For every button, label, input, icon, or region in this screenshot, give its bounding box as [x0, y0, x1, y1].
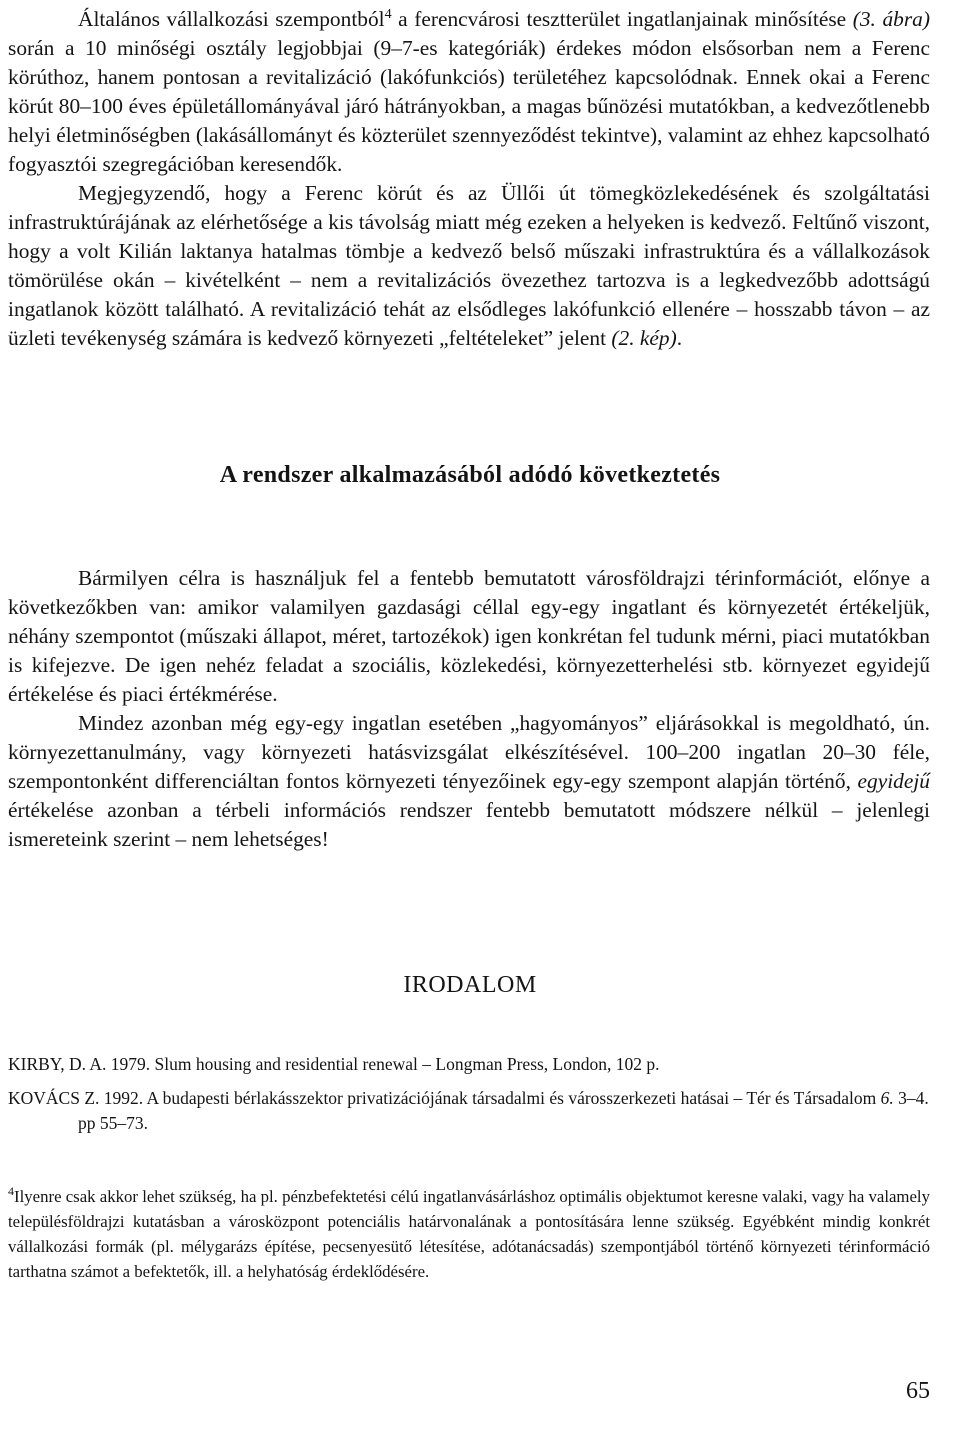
reference-text-2: 3–4. pp 55–73.	[78, 1088, 929, 1133]
reference-volume: 6.	[880, 1088, 894, 1108]
image-reference: (2. kép)	[611, 326, 677, 350]
conclusion2-text-2: értékelése azonban a térbeli információs rendszer fentebb bemutatott módszere nélkül – jelenlegi ismereteink szerint – nem lehetséges!	[8, 798, 930, 851]
section-heading-literature: IRODALOM	[403, 972, 537, 998]
paragraph-conclusion-1: Bármilyen célra is használjuk fel a fentebb bemutatott városföldrajzi térinformációt, előnye a következőkben van: amikor valamilyen gazdasági céllal egy-egy ingatlant és környezetét értékeljük, néhány szempontot (műszaki állapot, méret, tartozékok) igen konkrétan fel tudunk mérni, piaci mutatókban is kifejezve. De igen nehéz feladat a szociális, közlekedési, környezetterhelési stb. környezet egyidejű értékelése és piaci értékmérése.	[8, 566, 930, 706]
emphasis-word: egyidejű	[857, 769, 930, 793]
reference-item: KIRBY, D. A. 1979. Slum housing and residential renewal – Longman Press, London, 102 p.	[8, 1054, 660, 1074]
conclusion-section	[8, 564, 930, 854]
reference-item	[8, 1086, 930, 1136]
reference-list	[8, 1052, 930, 1145]
figure-reference: (3. ábra)	[852, 7, 930, 31]
paragraph-intro	[8, 5, 930, 179]
intro-text-2: a ferencvárosi tesztterület ingatlanjainak minősítése	[391, 7, 853, 31]
paragraph-second	[8, 179, 930, 353]
reference-text-1: KOVÁCS Z. 1992. A budapesti bérlakásszektor privatizációjának társadalmi és városszerkezeti hatásai – Tér és Társadalom	[8, 1088, 881, 1108]
page-number: 65	[906, 1378, 930, 1404]
conclusion2-text-1: Mindez azonban még egy-egy ingatlan esetében „hagyományos” eljárásokkal is megoldható, ún. környezettanulmány, vagy környezeti hatásvizsgálat elkészítésével. 100–200 ingatlan 20–30 féle, szempontonként differenciáltan fontos környezeti tényezőinek egy-egy szempont alapján történő,	[8, 711, 930, 793]
intro-text-1: Általános vállalkozási szempontból	[78, 7, 385, 31]
para2-text-1: Megjegyzendő, hogy a Ferenc körút és az Üllői út tömegközlekedésének és szolgáltatási infrastruktúrájának az elérhetősége a kis távolság miatt még ezeken a helyeken is kedvező. Feltűnő viszont, hogy a volt Kilián laktanya hatalmas tömbje a kedvező belső műszaki infrastruktúra és a vállalkozások tömörülése okán – kivételként – nem a revitalizációs övezethez tartozva is a legkedvezőbb adottságú ingatlanok között található. A revitalizáció tehát az elsődleges lakófunkció ellenére – hosszabb távon – az üzleti tevékenység számára is kedvező környezeti „feltételeket” jelent	[8, 181, 930, 350]
section-heading-conclusion: A rendszer alkalmazásából adódó következtetés	[219, 462, 721, 488]
intro-section	[8, 5, 930, 353]
footnote	[8, 1184, 930, 1284]
intro-text-3: során a 10 minőségi osztály legjobbjai (9–7-es kategóriák) érdekes módon elsősorban nem a Ferenc körúthoz, hanem pontosan a revitalizáció (lakófunkciós) területéhez kapcsolódnak. Ennek okai a Ferenc körút 80–100 éves épületállományával járó hátrányokban, a magas bűnözési mutatókban, a kedvezőtlenebb helyi életminőségben (lakásállományt és közterület szennyeződést tekintve), valamint az ehhez kapcsolható fogyasztói szegregációban keresendők.	[8, 36, 930, 176]
footnote-text: Ilyenre csak akkor lehet szükség, ha pl. pénzbefektetési célú ingatlanvásárláshoz optimális objektumot keresne valaki, vagy ha valamely településföldrajzi kutatásban a városközpont potenciális határvonalának a pontosítására lenne szükség. Egyébként mindig konkrét vállalkozási formák (pl. mélygarázs építése, pecsenyesütő létesítése, adótanácsadás) szempontjából történő környezeti térinformáció tarthatna számot a befektetők, ill. a helyhatóság érdeklődésére.	[8, 1187, 930, 1281]
paragraph-conclusion-2	[8, 709, 930, 854]
footnote-reference: 4	[384, 7, 392, 22]
footnote-marker: 4	[8, 1184, 14, 1198]
para2-text-2: .	[676, 326, 683, 350]
